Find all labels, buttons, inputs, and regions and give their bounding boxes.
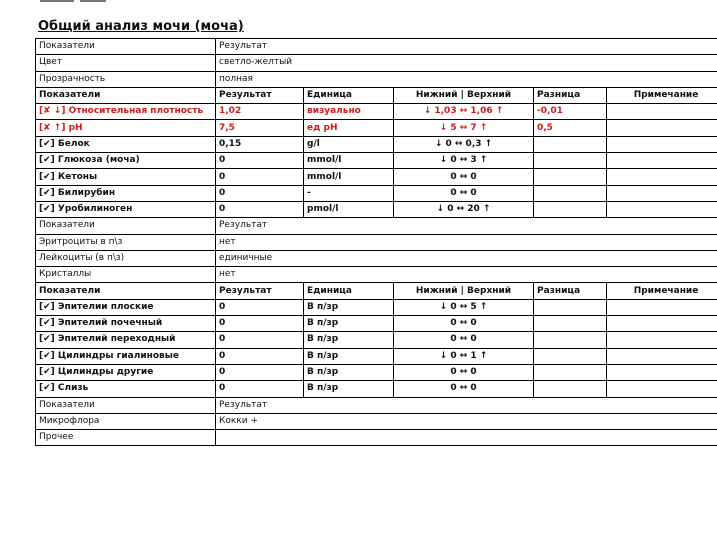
column-header: Единица	[304, 87, 394, 103]
param-result-cell: 1,02	[216, 104, 304, 120]
param-result-cell: 0	[216, 169, 304, 185]
column-header: Показатели	[36, 87, 216, 103]
param-diff-cell	[534, 299, 607, 315]
param-unit-cell: В п/зр	[304, 381, 394, 397]
section3-row	[36, 413, 717, 429]
column-header: Примечание	[607, 87, 717, 103]
param-unit-cell: -	[304, 185, 394, 201]
parameter-row	[36, 332, 717, 348]
parameter-row	[36, 201, 717, 217]
param-result-cell: 0	[216, 299, 304, 315]
column-header: Единица	[304, 283, 394, 299]
param-name-cell: [✔] Цилиндры гиалиновые	[36, 348, 216, 364]
param-range-cell: ↓ 0 ↔ 20 ↑	[394, 201, 534, 217]
param-unit-cell: В п/зр	[304, 332, 394, 348]
param-range-cell: ↓ 5 ↔ 7 ↑	[394, 120, 534, 136]
param-unit-cell: ед pH	[304, 120, 394, 136]
param-diff-cell	[534, 364, 607, 380]
result-cell: светло-желтый	[216, 55, 717, 71]
param-unit-cell: pmol/l	[304, 201, 394, 217]
param-range-cell: ↓ 0 ↔ 5 ↑	[394, 299, 534, 315]
param-note-cell	[607, 201, 717, 217]
result-cell: Результат	[216, 39, 717, 55]
parameter-row	[36, 348, 717, 364]
section2-row	[36, 250, 717, 266]
column-header: Нижний | Верхний	[394, 87, 534, 103]
param-unit-cell: mmol/l	[304, 153, 394, 169]
param-name-cell: [✘ ↑] pH	[36, 120, 216, 136]
param-note-cell	[607, 120, 717, 136]
param-name-cell: [✔] Эпителий почечный	[36, 316, 216, 332]
param-diff-cell	[534, 348, 607, 364]
param-range-cell: ↓ 0 ↔ 0,3 ↑	[394, 136, 534, 152]
param-range-cell: 0 ↔ 0	[394, 332, 534, 348]
param-unit-cell: В п/зр	[304, 299, 394, 315]
parameter-row	[36, 364, 717, 380]
param-unit-cell: визуально	[304, 104, 394, 120]
param-unit-cell: mmol/l	[304, 169, 394, 185]
indicator-cell: Показатели	[36, 218, 216, 234]
param-range-cell: 0 ↔ 0	[394, 185, 534, 201]
param-note-cell	[607, 153, 717, 169]
param-note-cell	[607, 185, 717, 201]
param-name-cell: [✔] Эпителий переходный	[36, 332, 216, 348]
parameter-row	[36, 104, 717, 120]
page-title: Общий анализ мочи (моча)	[38, 19, 244, 34]
param-note-cell	[607, 316, 717, 332]
param-result-cell: 0	[216, 201, 304, 217]
param-diff-cell	[534, 316, 607, 332]
param-diff-cell	[534, 169, 607, 185]
indicator-cell: Эритроциты в п\з	[36, 234, 216, 250]
param-result-cell: 0	[216, 381, 304, 397]
parameter-row	[36, 316, 717, 332]
param-note-cell	[607, 381, 717, 397]
param-name-cell: [✔] Эпителии плоские	[36, 299, 216, 315]
indicator-cell: Прочее	[36, 430, 216, 446]
param-diff-cell	[534, 332, 607, 348]
result-cell	[216, 430, 717, 446]
param-name-cell: [✔] Билирубин	[36, 185, 216, 201]
param-diff-cell: 0,5	[534, 120, 607, 136]
param-unit-cell: В п/зр	[304, 316, 394, 332]
cropped-header-fragment	[40, 0, 130, 3]
param-range-cell: 0 ↔ 0	[394, 364, 534, 380]
column-header: Результат	[216, 87, 304, 103]
section1-row	[36, 71, 717, 87]
column-header-row	[36, 283, 717, 299]
param-note-cell	[607, 332, 717, 348]
param-range-cell: 0 ↔ 0	[394, 169, 534, 185]
parameter-row	[36, 153, 717, 169]
result-cell: Результат	[216, 218, 717, 234]
param-range-cell: ↓ 0 ↔ 3 ↑	[394, 153, 534, 169]
section1-row	[36, 55, 717, 71]
param-result-cell: 0	[216, 153, 304, 169]
parameter-row	[36, 120, 717, 136]
column-header: Результат	[216, 283, 304, 299]
param-range-cell: 0 ↔ 0	[394, 381, 534, 397]
param-range-cell: ↓ 0 ↔ 1 ↑	[394, 348, 534, 364]
param-diff-cell	[534, 381, 607, 397]
param-result-cell: 0	[216, 348, 304, 364]
param-unit-cell: В п/зр	[304, 348, 394, 364]
indicator-cell: Прозрачность	[36, 71, 216, 87]
param-note-cell	[607, 104, 717, 120]
param-diff-cell: -0,01	[534, 104, 607, 120]
result-cell: Результат	[216, 397, 717, 413]
column-header: Нижний | Верхний	[394, 283, 534, 299]
param-range-cell: 0 ↔ 0	[394, 316, 534, 332]
indicator-cell: Микрофлора	[36, 413, 216, 429]
param-note-cell	[607, 364, 717, 380]
param-name-cell: [✔] Слизь	[36, 381, 216, 397]
indicator-cell: Цвет	[36, 55, 216, 71]
parameter-row	[36, 299, 717, 315]
section3-row	[36, 397, 717, 413]
parameter-row	[36, 185, 717, 201]
param-result-cell: 0	[216, 185, 304, 201]
result-cell: полная	[216, 71, 717, 87]
section2-row	[36, 267, 717, 283]
parameter-row	[36, 381, 717, 397]
column-header: Разница	[534, 283, 607, 299]
param-result-cell: 0	[216, 364, 304, 380]
indicator-cell: Кристаллы	[36, 267, 216, 283]
result-cell: единичные	[216, 250, 717, 266]
param-name-cell: [✔] Цилиндры другие	[36, 364, 216, 380]
parameter-row	[36, 136, 717, 152]
param-note-cell	[607, 136, 717, 152]
param-diff-cell	[534, 153, 607, 169]
column-header: Примечание	[607, 283, 717, 299]
param-range-cell: ↓ 1,03 ↔ 1,06 ↑	[394, 104, 534, 120]
result-cell: Кокки +	[216, 413, 717, 429]
param-name-cell: [✘ ↓] Относительная плотность	[36, 104, 216, 120]
section1-row	[36, 39, 717, 55]
indicator-cell: Показатели	[36, 397, 216, 413]
column-header: Разница	[534, 87, 607, 103]
param-name-cell: [✔] Кетоны	[36, 169, 216, 185]
column-header-row	[36, 87, 717, 103]
param-result-cell: 7,5	[216, 120, 304, 136]
indicator-cell: Лейкоциты (в п\з)	[36, 250, 216, 266]
param-note-cell	[607, 169, 717, 185]
param-result-cell: 0	[216, 316, 304, 332]
result-cell: нет	[216, 267, 717, 283]
param-name-cell: [✔] Глюкоза (моча)	[36, 153, 216, 169]
section2-row	[36, 234, 717, 250]
param-diff-cell	[534, 185, 607, 201]
param-note-cell	[607, 348, 717, 364]
results-table	[35, 38, 717, 446]
param-note-cell	[607, 299, 717, 315]
param-name-cell: [✔] Белок	[36, 136, 216, 152]
param-result-cell: 0,15	[216, 136, 304, 152]
section2-row	[36, 218, 717, 234]
result-cell: нет	[216, 234, 717, 250]
param-name-cell: [✔] Уробилиноген	[36, 201, 216, 217]
param-unit-cell: g/l	[304, 136, 394, 152]
param-diff-cell	[534, 136, 607, 152]
column-header: Показатели	[36, 283, 216, 299]
indicator-cell: Показатели	[36, 39, 216, 55]
param-result-cell: 0	[216, 332, 304, 348]
param-unit-cell: В п/зр	[304, 364, 394, 380]
section3-row	[36, 430, 717, 446]
parameter-row	[36, 169, 717, 185]
param-diff-cell	[534, 201, 607, 217]
